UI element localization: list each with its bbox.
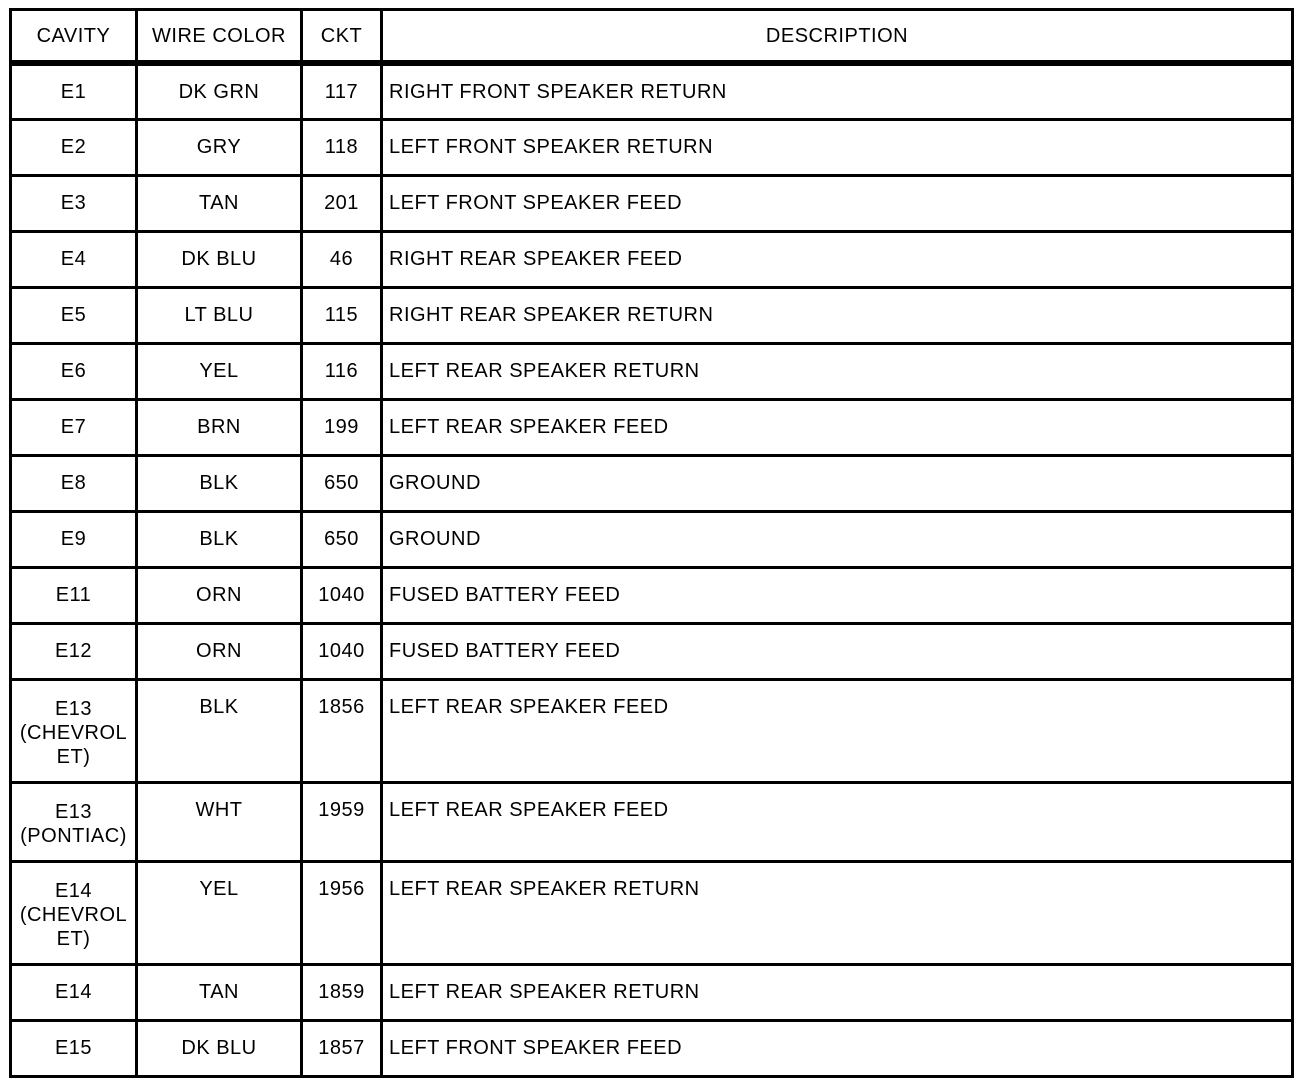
ckt-cell: 650 (302, 511, 382, 567)
table-row (11, 231, 1293, 287)
header-cavity: CAVITY (11, 10, 137, 64)
wire-color-cell: TAN (137, 175, 302, 231)
table-row (11, 861, 1293, 964)
description-cell: LEFT REAR SPEAKER FEED (382, 782, 1293, 861)
header-ckt: CKT (302, 10, 382, 64)
table-row (11, 623, 1293, 679)
cavity-cell: E9 (11, 511, 137, 567)
cavity-cell: E8 (11, 455, 137, 511)
ckt-cell: 1857 (302, 1020, 382, 1076)
cavity-cell: E14 (11, 964, 137, 1020)
ckt-cell: 650 (302, 455, 382, 511)
wire-color-cell: DK BLU (137, 231, 302, 287)
wire-color-cell: ORN (137, 623, 302, 679)
ckt-cell: 1859 (302, 964, 382, 1020)
table-header (11, 10, 1293, 64)
wire-color-cell: BLK (137, 511, 302, 567)
wire-color-cell: YEL (137, 861, 302, 964)
table-row (11, 287, 1293, 343)
description-cell: LEFT FRONT SPEAKER FEED (382, 175, 1293, 231)
description-cell: LEFT FRONT SPEAKER RETURN (382, 119, 1293, 175)
table-row (11, 455, 1293, 511)
cavity-cell: E1 (11, 63, 137, 119)
table-row (11, 511, 1293, 567)
cavity-cell: E5 (11, 287, 137, 343)
cavity-cell: E13 (PONTIAC) (11, 782, 137, 861)
ckt-cell: 117 (302, 63, 382, 119)
description-cell: FUSED BATTERY FEED (382, 567, 1293, 623)
table-row (11, 175, 1293, 231)
description-cell: LEFT FRONT SPEAKER FEED (382, 1020, 1293, 1076)
ckt-cell: 1956 (302, 861, 382, 964)
table-body (11, 63, 1293, 1076)
ckt-cell: 1856 (302, 679, 382, 782)
cavity-cell: E7 (11, 399, 137, 455)
description-cell: LEFT REAR SPEAKER RETURN (382, 343, 1293, 399)
table-row (11, 119, 1293, 175)
description-cell: RIGHT REAR SPEAKER RETURN (382, 287, 1293, 343)
ckt-cell: 46 (302, 231, 382, 287)
ckt-cell: 1040 (302, 567, 382, 623)
description-cell: GROUND (382, 455, 1293, 511)
wire-color-cell: BLK (137, 679, 302, 782)
description-cell: LEFT REAR SPEAKER RETURN (382, 861, 1293, 964)
ckt-cell: 199 (302, 399, 382, 455)
wire-color-cell: GRY (137, 119, 302, 175)
description-cell: RIGHT REAR SPEAKER FEED (382, 231, 1293, 287)
wire-color-cell: DK BLU (137, 1020, 302, 1076)
wire-color-cell: DK GRN (137, 63, 302, 119)
wire-color-cell: BLK (137, 455, 302, 511)
header-wire-color: WIRE COLOR (137, 10, 302, 64)
cavity-cell: E6 (11, 343, 137, 399)
wire-color-cell: TAN (137, 964, 302, 1020)
description-cell: GROUND (382, 511, 1293, 567)
ckt-cell: 1040 (302, 623, 382, 679)
cavity-cell: E12 (11, 623, 137, 679)
table-row (11, 63, 1293, 119)
cavity-cell: E15 (11, 1020, 137, 1076)
wire-color-cell: ORN (137, 567, 302, 623)
table-row (11, 679, 1293, 782)
ckt-cell: 118 (302, 119, 382, 175)
cavity-cell: E13 (CHEVROL ET) (11, 679, 137, 782)
ckt-cell: 201 (302, 175, 382, 231)
table-row (11, 343, 1293, 399)
table-row (11, 782, 1293, 861)
wire-color-cell: BRN (137, 399, 302, 455)
connector-pinout-table (9, 8, 1294, 1078)
description-cell: FUSED BATTERY FEED (382, 623, 1293, 679)
ckt-cell: 116 (302, 343, 382, 399)
header-row (11, 10, 1293, 64)
table-row (11, 1020, 1293, 1076)
cavity-cell: E2 (11, 119, 137, 175)
table-row (11, 567, 1293, 623)
description-cell: LEFT REAR SPEAKER FEED (382, 679, 1293, 782)
ckt-cell: 115 (302, 287, 382, 343)
description-cell: LEFT REAR SPEAKER FEED (382, 399, 1293, 455)
wire-color-cell: YEL (137, 343, 302, 399)
cavity-cell: E11 (11, 567, 137, 623)
cavity-cell: E4 (11, 231, 137, 287)
description-cell: LEFT REAR SPEAKER RETURN (382, 964, 1293, 1020)
wire-color-cell: WHT (137, 782, 302, 861)
cavity-cell: E14 (CHEVROL ET) (11, 861, 137, 964)
table-row (11, 399, 1293, 455)
wire-color-cell: LT BLU (137, 287, 302, 343)
ckt-cell: 1959 (302, 782, 382, 861)
header-description: DESCRIPTION (382, 10, 1293, 64)
table-row (11, 964, 1293, 1020)
description-cell: RIGHT FRONT SPEAKER RETURN (382, 63, 1293, 119)
cavity-cell: E3 (11, 175, 137, 231)
